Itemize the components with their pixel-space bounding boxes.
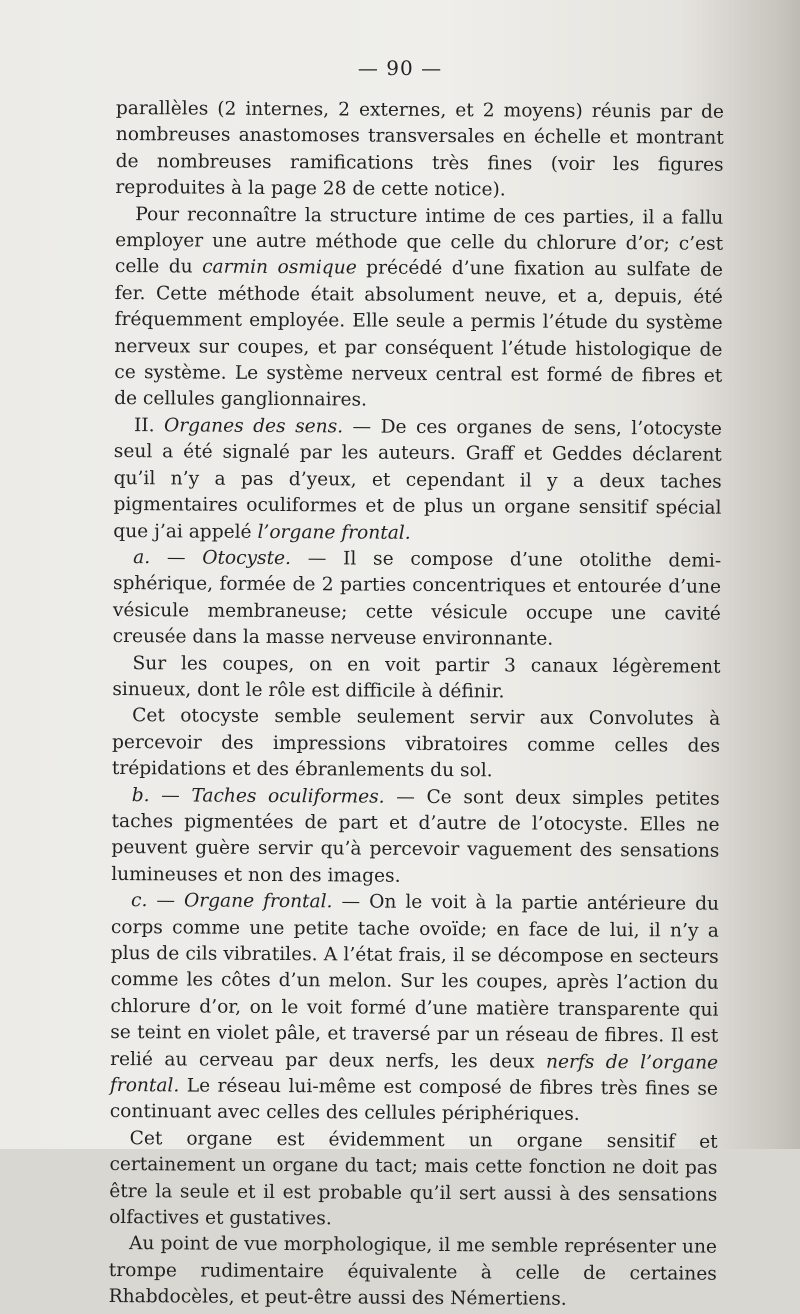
- italic-text: Taches oculiformes.: [191, 785, 385, 808]
- text-run: Sur les coupes, on en voit partir 3 canaux légèrement sinueux, dont le rôle est difficile à définir.: [112, 652, 721, 703]
- italic-text: l’organe frontal.: [257, 521, 411, 544]
- text-run: Cet otocyste semble seulement servir aux Convolutes à percevoir des impressions vibratoires comme celles des trépidations et des ébranlements du sol.: [111, 705, 721, 782]
- paragraph: [109, 1126, 718, 1235]
- text-run: parallèles (2 internes, 2 externes, et 2 moyens) réunis par de nombreuses anastomoses transversales en échelle et montrant de nombreuses ramifications très fines (voir les figures reproduites à la page 28 de cette notice).: [115, 97, 724, 201]
- paragraph: [109, 1231, 717, 1314]
- text-run: précédé d’une fixation au sulfate de fer. Cette méthode était absolument neuve, et a, depuis, été fréquemment employée. Elle seule a permis l’étude du système nerveux sur coupes, et par conséquent l’étude histologique de ce système. Le système nerveux central est formé de fibres et de cellules ganglionnaires.: [114, 257, 723, 412]
- page-number: — 90 —: [357, 56, 443, 80]
- paragraph: [114, 202, 723, 417]
- italic-text: Organe frontal.: [183, 890, 333, 913]
- text-run: Le réseau lui-même est composé de fibres très fines se continuant avec celles des cellules périphériques.: [109, 1075, 719, 1126]
- italic-text: c.: [131, 890, 148, 912]
- paragraph: [112, 651, 720, 708]
- paragraph: [113, 545, 722, 654]
- italic-text: a.: [133, 547, 151, 569]
- text-run: —: [149, 784, 192, 807]
- italic-text: carmin osmique: [202, 256, 357, 279]
- text-run: Au point de vue morphologique, il me semble représenter une trompe rudimentaire équivalente à celle de certaines Rhabdocèles, et peut-être aussi des Némertiens.: [108, 1233, 718, 1311]
- italic-text: b.: [131, 784, 150, 806]
- italic-text: nerfs de l’organe frontal.: [109, 1051, 719, 1097]
- text-run: — De ces organes de sens, l’otocyste seul a été signalé par les auteurs. Graff et Geddes déclarent qu’il n’y a pas d’yeux, et cependant il y a deux taches pigmentaires oculiformes et de plus un organe sensitif spécial que j’ai appelé: [113, 416, 723, 543]
- text-run: — Il se compose d’une otolithe demi-sphérique, formée de 2 parties concentriques et entourée d’une vésicule membraneuse; cette vésicule occupe une cavité creusée dans la masse nerveuse environnante.: [112, 547, 722, 650]
- paragraph: [110, 888, 719, 1129]
- text-run: —: [150, 547, 203, 569]
- text-run: —: [147, 890, 185, 912]
- italic-text: Organes des sens.: [164, 415, 344, 438]
- text-run: Cet organe est évidemment un organe sensitif et certainement un organe du tact; mais cette fonction ne doit pas être la seule et il est probable qu’il sert aussi à des sensations olfactives et gustatives.: [109, 1127, 718, 1230]
- body-text: [109, 96, 724, 1314]
- text-run: — On le voit à la partie antérieure du corps comme une petite tache ovoïde; en face de lui, il n’y a plus de cils vibratiles. A l’état frais, il se décompose en secteurs comme les côtes d’un melon. Sur les coupes, après l’action du chlorure d’or, on le voit formé d’une matière transparente qui se teint en violet pâle, et traversé par un réseau de fibres. Il est relié au cerveau par deux nerfs, les deux: [110, 891, 720, 1073]
- text-run: Pour reconnaître la structure intime de ces parties, il a fallu employer une autre méthode que celle du chlorure d’or; c’est celle du: [114, 203, 724, 278]
- paragraph: [115, 96, 724, 205]
- text-run: — Ce sont deux simples petites taches pigmentées de part et d’autre de l’otocyste. Elles ne peuvent guère servir qu’à percevoir vaguement des sensations lumineuses et non des images.: [111, 786, 720, 887]
- paragraph: [113, 413, 722, 549]
- italic-text: Otocyste.: [202, 547, 292, 569]
- text-run: II.: [133, 414, 165, 437]
- paragraph: [112, 703, 720, 786]
- paragraph: [111, 783, 720, 892]
